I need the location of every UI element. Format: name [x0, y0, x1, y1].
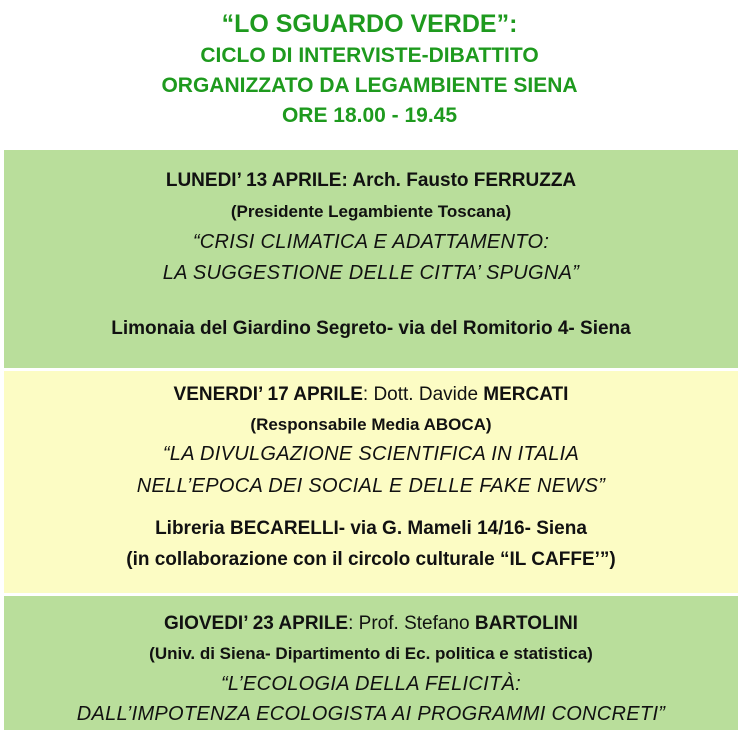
event-heading [4, 613, 738, 635]
event-heading [4, 384, 738, 406]
series-subtitle: CICLO DI INTERVISTE-DIBATTITO [200, 44, 539, 67]
organizer-line: ORGANIZZATO DA LEGAMBIENTE SIENA [161, 74, 578, 97]
event-block-3 [4, 596, 738, 730]
talk-title-line-2: DALL’IMPOTENZA ECOLOGISTA AI PROGRAMMI CONCRETI” [76, 703, 666, 725]
event-date: LUNEDI’ 13 APRILE: [165, 170, 348, 191]
event-speaker: BARTOLINI [474, 613, 578, 634]
event-block-1 [4, 150, 738, 368]
poster-header [0, 0, 739, 148]
event-date: VENERDI’ 17 APRILE [173, 384, 363, 405]
speaker-role: (Univ. di Siena- Dipartimento di Ec. politica e statistica) [149, 644, 593, 663]
talk-title-line-2: NELL’EPOCA DEI SOCIAL E DELLE FAKE NEWS” [136, 475, 606, 497]
event-speaker: MERCATI [483, 384, 569, 405]
event-block-2 [4, 371, 738, 593]
series-title: “LO SGUARDO VERDE”: [221, 10, 518, 38]
event-note: (in collaborazione con il circolo culturale “IL CAFFE’”) [126, 549, 616, 570]
event-venue: Limonaia del Giardino Segreto- via del Romitorio 4- Siena [111, 318, 631, 339]
event-date: GIOVEDI’ 23 APRILE [164, 613, 349, 634]
event-heading [4, 170, 738, 192]
event-venue: Libreria BECARELLI- via G. Mameli 14/16- Siena [155, 518, 587, 539]
talk-title-line-1: “L’ECOLOGIA DELLA FELICITÀ: [220, 673, 522, 695]
talk-title-line-1: “LA DIVULGAZIONE SCIENTIFICA IN ITALIA [162, 443, 580, 465]
event-speaker: Arch. Fausto FERRUZZA [352, 170, 577, 191]
speaker-role: (Presidente Legambiente Toscana) [230, 202, 512, 221]
talk-title-line-1: “CRISI CLIMATICA E ADATTAMENTO: [192, 231, 550, 253]
talk-title-line-2: LA SUGGESTIONE DELLE CITTA’ SPUGNA” [162, 262, 580, 284]
time-line: ORE 18.00 - 19.45 [281, 104, 458, 127]
event-speaker-prefix: : Dott. Davide [362, 384, 484, 405]
event-speaker-prefix: : Prof. Stefano [348, 613, 475, 634]
speaker-role: (Responsabile Media ABOCA) [250, 415, 492, 434]
